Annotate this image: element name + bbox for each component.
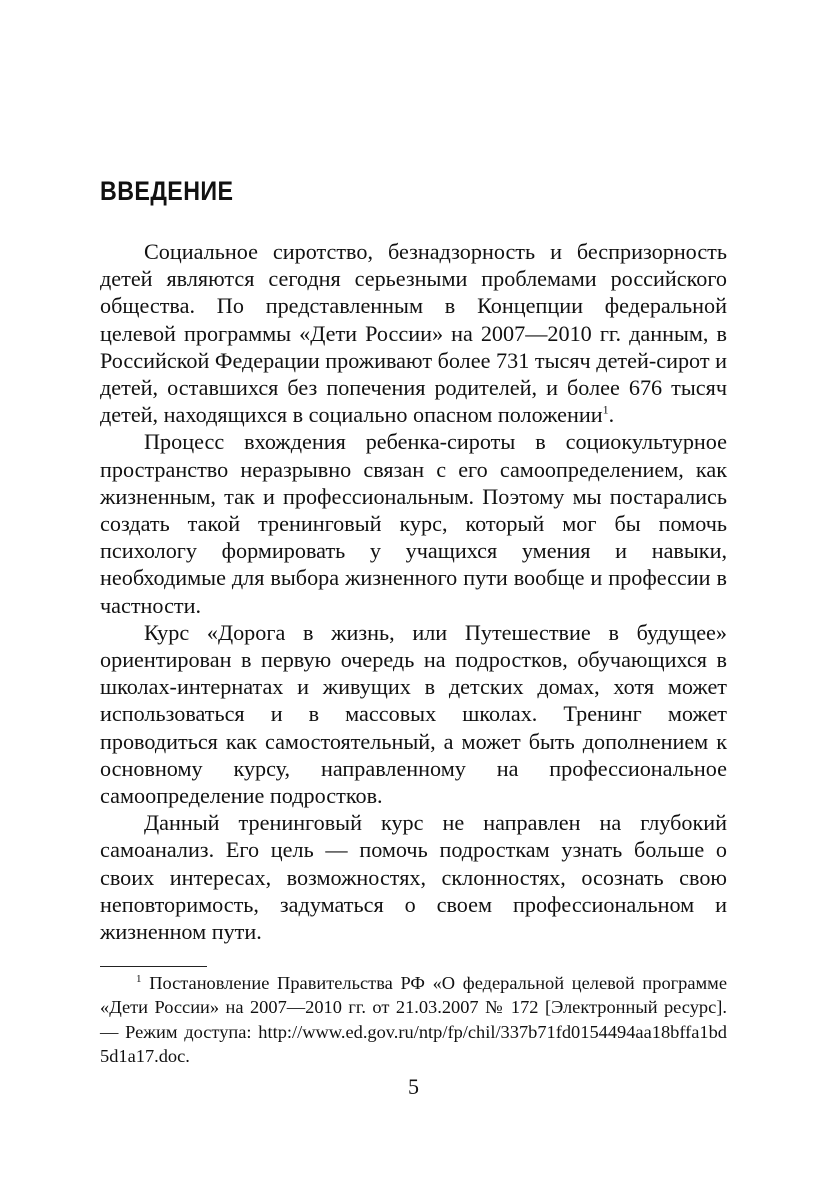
page-number: 5 bbox=[408, 1074, 419, 1099]
footnote-marker: 1 bbox=[136, 972, 142, 985]
book-page bbox=[100, 0, 727, 1182]
paragraph-1-text: Социальное сиротство, безнадзорность и беспризорность детей являются сегодня серьезными проблемами российского общества. По представленным в Концепции федеральной целевой программы «Дети России» на 2007—2010 гг. данным, в Российской Федерации проживают более 731 тысяч детей-сирот и детей, оставшихся без попечения родителей, и более 676 тысяч детей, находящихся в социально опасном положении bbox=[100, 239, 727, 428]
footnote bbox=[100, 971, 727, 1068]
paragraph-2: Процесс вхождения ребенка-сироты в социокультурное пространство неразрывно связан с его самоопределением, как жизненным, так и профессиональным. Поэтому мы постарались создать такой тренинговый курс, который мог бы помочь психологу формировать у учащихся умения и навыки, необходимые для выбора жизненного пути вообще и профессии в частности. bbox=[100, 429, 727, 618]
body-text bbox=[100, 238, 727, 945]
footnote-text: Постановление Правительства РФ «О федеральной целевой программе «Дети России» на 2007—2010 гг. от 21.03.2007 № 172 [Электронный ресурс]. — Режим доступа: http://www.ed.gov.ru/ntp/fp/chil/337b71fd0154494aa18bffa1bd 5d1a17.doc. bbox=[100, 973, 727, 1066]
paragraph-3: Курс «Дорога в жизнь, или Путешествие в будущее» ориентирован в первую очередь на подростков, обучающихся в школах-интернатах и живущих в детских домах, хотя может использоваться и в массовых школах. Тренинг может проводиться как самостоятельный, а может быть дополнением к основному курсу, направленному на профессиональное самоопределение подростков. bbox=[100, 619, 727, 809]
chapter-heading: ВВЕДЕНИЕ bbox=[100, 176, 234, 206]
paragraph-4: Данный тренинговый курс не направлен на глубокий самоанализ. Его цель — помочь подросткам узнать больше о своих интересах, возможностях, склонностях, осознать свою неповторимость, задуматься о своем профессиональном и жизненном пути. bbox=[100, 810, 727, 945]
paragraph-1-tail: . bbox=[608, 402, 615, 428]
footnote-divider bbox=[100, 966, 207, 967]
footnote-reference[interactable]: 1 bbox=[602, 402, 609, 417]
paragraph-1 bbox=[100, 238, 727, 428]
